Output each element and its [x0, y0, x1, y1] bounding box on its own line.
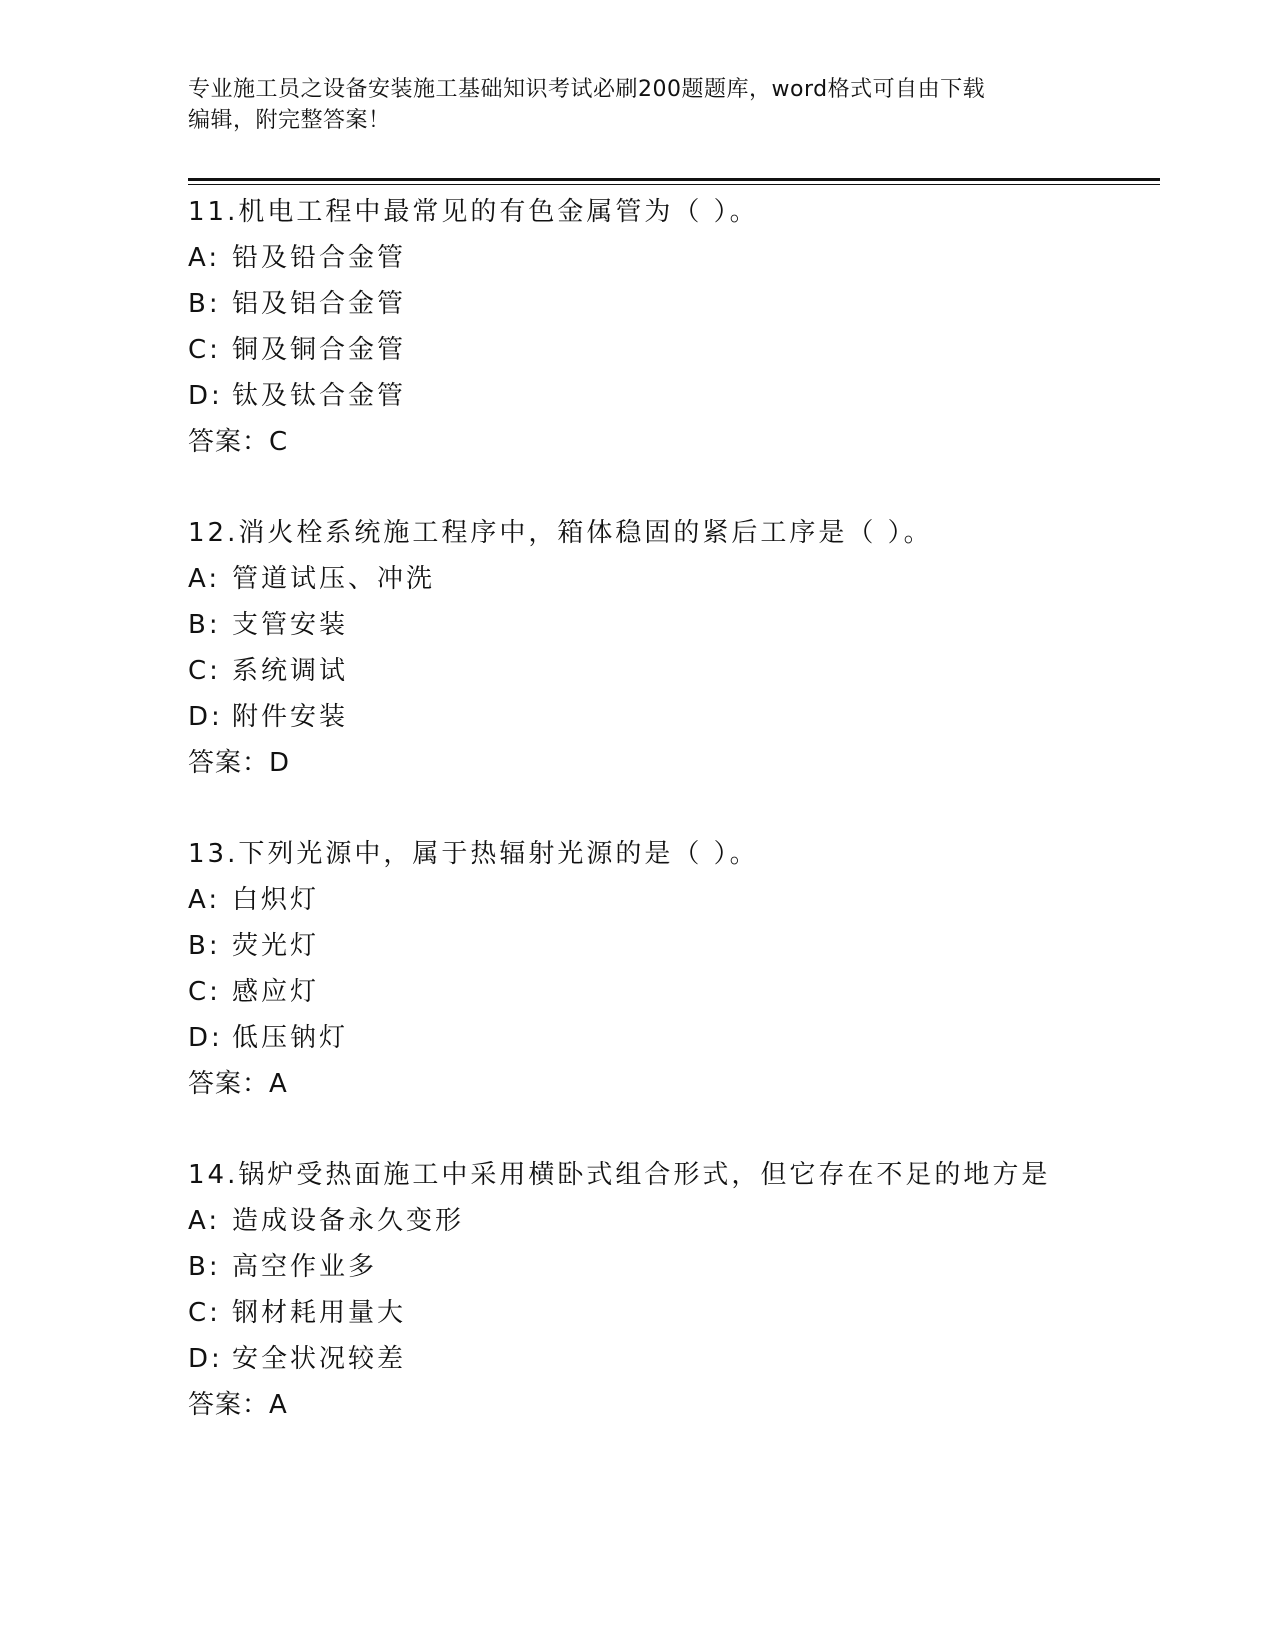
option-letter: B: — [188, 289, 221, 319]
header-line-2: 编辑，附完整答案！ — [188, 108, 391, 133]
option-b — [188, 923, 1148, 969]
answer-line: 答案：C — [188, 427, 289, 457]
option-d — [188, 1015, 1148, 1061]
question-block-11 — [188, 189, 1148, 465]
option-text: 铜及铜合金管 — [232, 335, 407, 365]
answer-line: 答案：A — [188, 1069, 288, 1099]
option-text: 荧光灯 — [232, 931, 320, 961]
option-text: 钛及钛合金管 — [232, 381, 407, 411]
question-block-13 — [188, 831, 1148, 1107]
option-c — [188, 1290, 1148, 1336]
question-stem: 14.锅炉受热面施工中采用横卧式组合形式，但它存在不足的地方是 — [188, 1160, 1051, 1190]
option-letter: B: — [188, 931, 221, 961]
option-text: 附件安装 — [232, 702, 349, 732]
question-block-12 — [188, 510, 1148, 786]
answer-line: 答案：D — [188, 748, 291, 778]
option-a — [188, 877, 1148, 923]
option-text: 铝及铝合金管 — [232, 289, 407, 319]
option-b — [188, 602, 1148, 648]
option-a — [188, 1198, 1148, 1244]
option-b — [188, 1244, 1148, 1290]
option-a — [188, 556, 1148, 602]
option-letter: A: — [188, 243, 221, 273]
option-text: 铅及铅合金管 — [232, 243, 407, 273]
option-text: 支管安装 — [232, 610, 349, 640]
option-letter: C: — [188, 656, 221, 686]
header-line-1: 专业施工员之设备安装施工基础知识考试必刷200题题库，word格式可自由下载 — [188, 77, 986, 102]
option-letter: D: — [188, 381, 223, 411]
option-letter: A: — [188, 885, 221, 915]
option-c — [188, 327, 1148, 373]
header-divider-thick — [188, 178, 1160, 181]
option-c — [188, 648, 1148, 694]
question-stem: 12.消火栓系统施工程序中，箱体稳固的紧后工序是（ ）。 — [188, 518, 933, 548]
option-letter: A: — [188, 564, 221, 594]
option-d — [188, 373, 1148, 419]
question-stem: 11.机电工程中最常见的有色金属管为（ ）。 — [188, 197, 759, 227]
option-a — [188, 235, 1148, 281]
option-text: 造成设备永久变形 — [232, 1206, 465, 1236]
option-d — [188, 1336, 1148, 1382]
option-text: 白炽灯 — [232, 885, 320, 915]
option-text: 钢材耗用量大 — [232, 1298, 407, 1328]
option-text: 低压钠灯 — [232, 1023, 349, 1053]
option-letter: D: — [188, 1344, 223, 1374]
question-block-14 — [188, 1152, 1148, 1428]
option-letter: D: — [188, 1023, 223, 1053]
answer-line: 答案：A — [188, 1390, 288, 1420]
option-letter: C: — [188, 977, 221, 1007]
option-letter: C: — [188, 335, 221, 365]
option-letter: B: — [188, 610, 221, 640]
header-divider-thin — [188, 184, 1160, 185]
option-text: 感应灯 — [232, 977, 320, 1007]
question-stem: 13.下列光源中，属于热辐射光源的是（ ）。 — [188, 839, 759, 869]
option-letter: A: — [188, 1206, 221, 1236]
option-text: 高空作业多 — [232, 1252, 378, 1282]
option-c — [188, 969, 1148, 1015]
option-text: 系统调试 — [232, 656, 349, 686]
document-header — [188, 74, 1068, 136]
option-letter: B: — [188, 1252, 221, 1282]
option-letter: C: — [188, 1298, 221, 1328]
option-d — [188, 694, 1148, 740]
option-text: 管道试压、冲洗 — [232, 564, 436, 594]
option-letter: D: — [188, 702, 223, 732]
option-text: 安全状况较差 — [232, 1344, 407, 1374]
option-b — [188, 281, 1148, 327]
